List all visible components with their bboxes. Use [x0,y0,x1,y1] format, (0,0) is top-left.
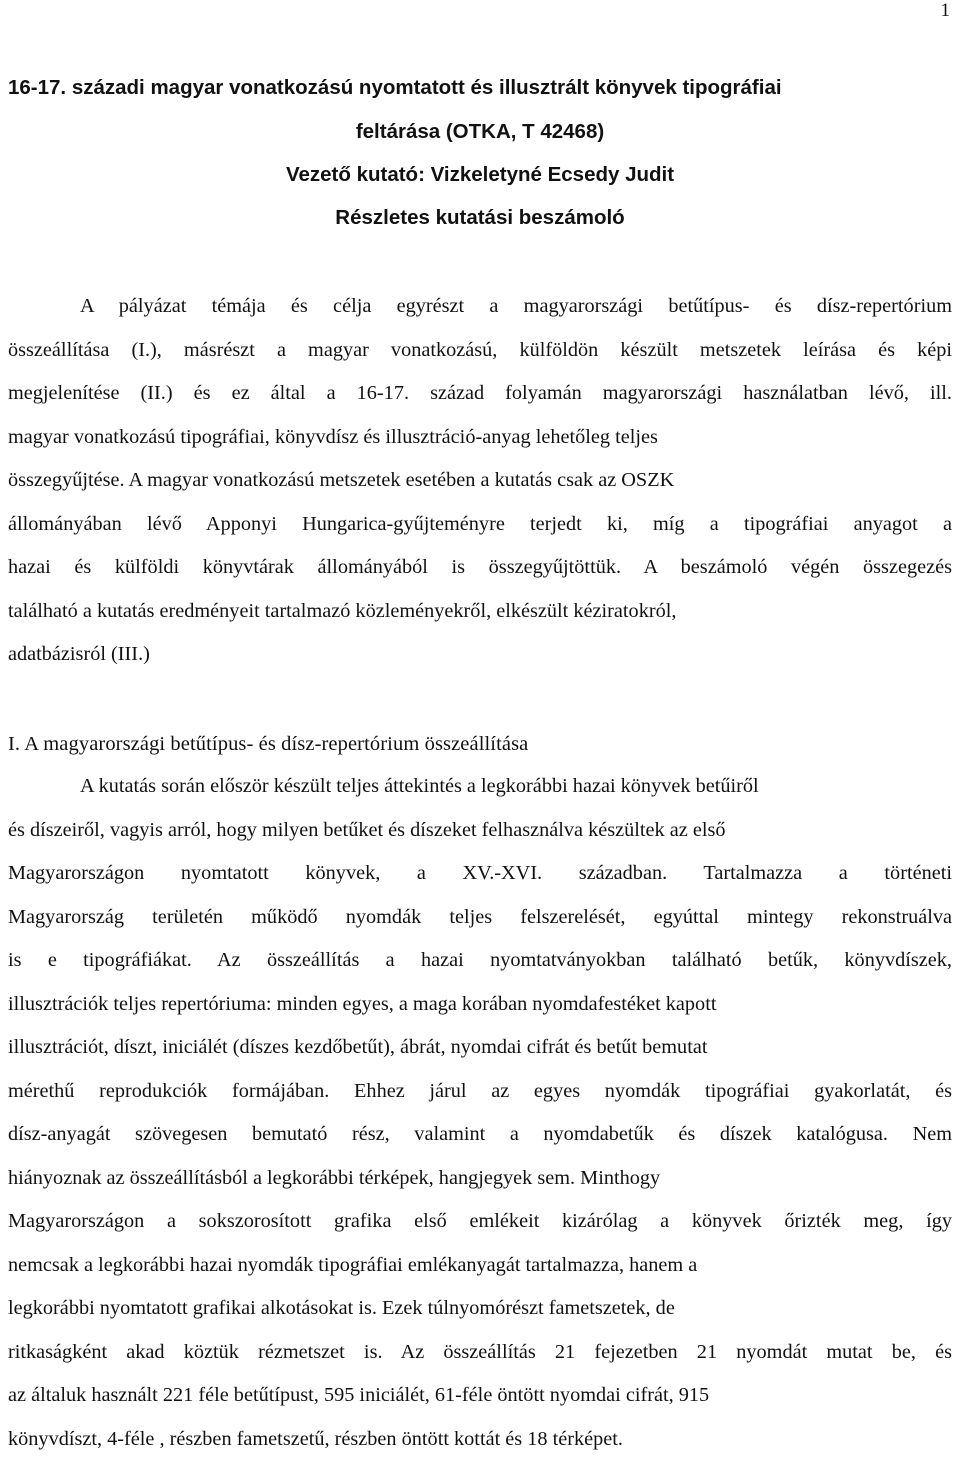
text-line: és díszeiről, vagyis arról, hogy milyen betűket és díszeket felhasználva készültek az első [8,809,952,853]
text-line: illusztrációt, díszt, iniciálét (díszes kezdőbetűt), ábrát, nyomdai cifrát és betűt bemutat [8,1026,952,1070]
text-line: A pályázat témája és célja egyrészt a magyarországi betűtípus- és dísz-repertórium [8,285,952,329]
text-line: adatbázisról (III.) [8,633,952,677]
text-line: Magyarországon nyomtatott könyvek, a XV.-XVI. században. Tartalmazza a történeti [8,852,952,896]
text-line: hazai és külföldi könyvtárak állományából is összegyűjtöttük. A beszámoló végén összegezés [8,546,952,590]
lead-researcher: Vezető kutató: Vizkeletyné Ecsedy Judit [0,163,960,187]
page-number: 1 [941,0,951,22]
text-line: is e tipográfiákat. Az összeállítás a hazai nyomtatványokban található betűk, könyvdíszek, [8,939,952,983]
text-line: dísz-anyagát szövegesen bemutató rész, valamint a nyomdabetűk és díszek katalógusa. Nem [8,1113,952,1157]
text-line: összegyűjtése. A magyar vonatkozású metszetek esetében a kutatás csak az OSZK [8,459,952,503]
report-title: Részletes kutatási beszámoló [0,206,960,230]
text-line: ritkaságként akad köztük rézmetszet is. Az összeállítás 21 fejezetben 21 nyomdát mutat be, és [8,1331,952,1375]
text-line: hiányoznak az összeállításból a legkorábbi térképek, hangjegyek sem. Minthogy [8,1157,952,1201]
text-line: az általuk használt 221 féle betűtípust, 595 iniciálét, 61-féle öntött nyomdai cifrát, 915 [8,1374,952,1418]
section-body-paragraph [8,765,952,1461]
text-line: megjelenítése (II.) és ez által a 16-17. század folyamán magyarországi használatban lévő, ill. [8,372,952,416]
text-line: illusztrációk teljes repertóriuma: minden egyes, a maga korában nyomdafestéket kapott [8,983,952,1027]
document-title-line-2: feltárása (OTKA, T 42468) [0,120,960,144]
text-line: legkorábbi nyomtatott grafikai alkotásokat is. Ezek túlnyomórészt fametszetek, de [8,1287,952,1331]
text-line: könyvdíszt, 4-féle , részben fametszetű, részben öntött kottát és 18 térképet. [8,1418,952,1461]
document-title-line-1: 16-17. századi magyar vonatkozású nyomtatott és illusztrált könyvek tipográfiai [8,76,782,100]
text-line: állományában lévő Apponyi Hungarica-gyűjteményre terjedt ki, míg a tipográfiai anyagot a [8,503,952,547]
section-title: I. A magyarországi betűtípus- és dísz-repertórium összeállítása [8,730,528,758]
text-line: található a kutatás eredményeit tartalmazó közleményekről, elkészült kéziratokról, [8,590,952,634]
text-line: magyar vonatkozású tipográfiai, könyvdísz és illusztráció-anyag lehetőleg teljes [8,416,952,460]
text-line: mérethű reprodukciók formájában. Ehhez járul az egyes nyomdák tipográfiai gyakorlatát, és [8,1070,952,1114]
intro-paragraph [8,285,952,677]
text-line: összeállítása (I.), másrészt a magyar vonatkozású, külföldön készült metszetek leírása és képi [8,329,952,373]
text-line: Magyarországon a sokszorosított grafika első emlékeit kizárólag a könyvek őrizték meg, így [8,1200,952,1244]
text-line: Magyarország területén működő nyomdák teljes felszerelését, egyúttal mintegy rekonstruálva [8,896,952,940]
text-line: nemcsak a legkorábbi hazai nyomdák tipográfiai emlékanyagát tartalmazza, hanem a [8,1244,952,1288]
text-line: A kutatás során először készült teljes áttekintés a legkorábbi hazai könyvek betűiről [8,765,952,809]
